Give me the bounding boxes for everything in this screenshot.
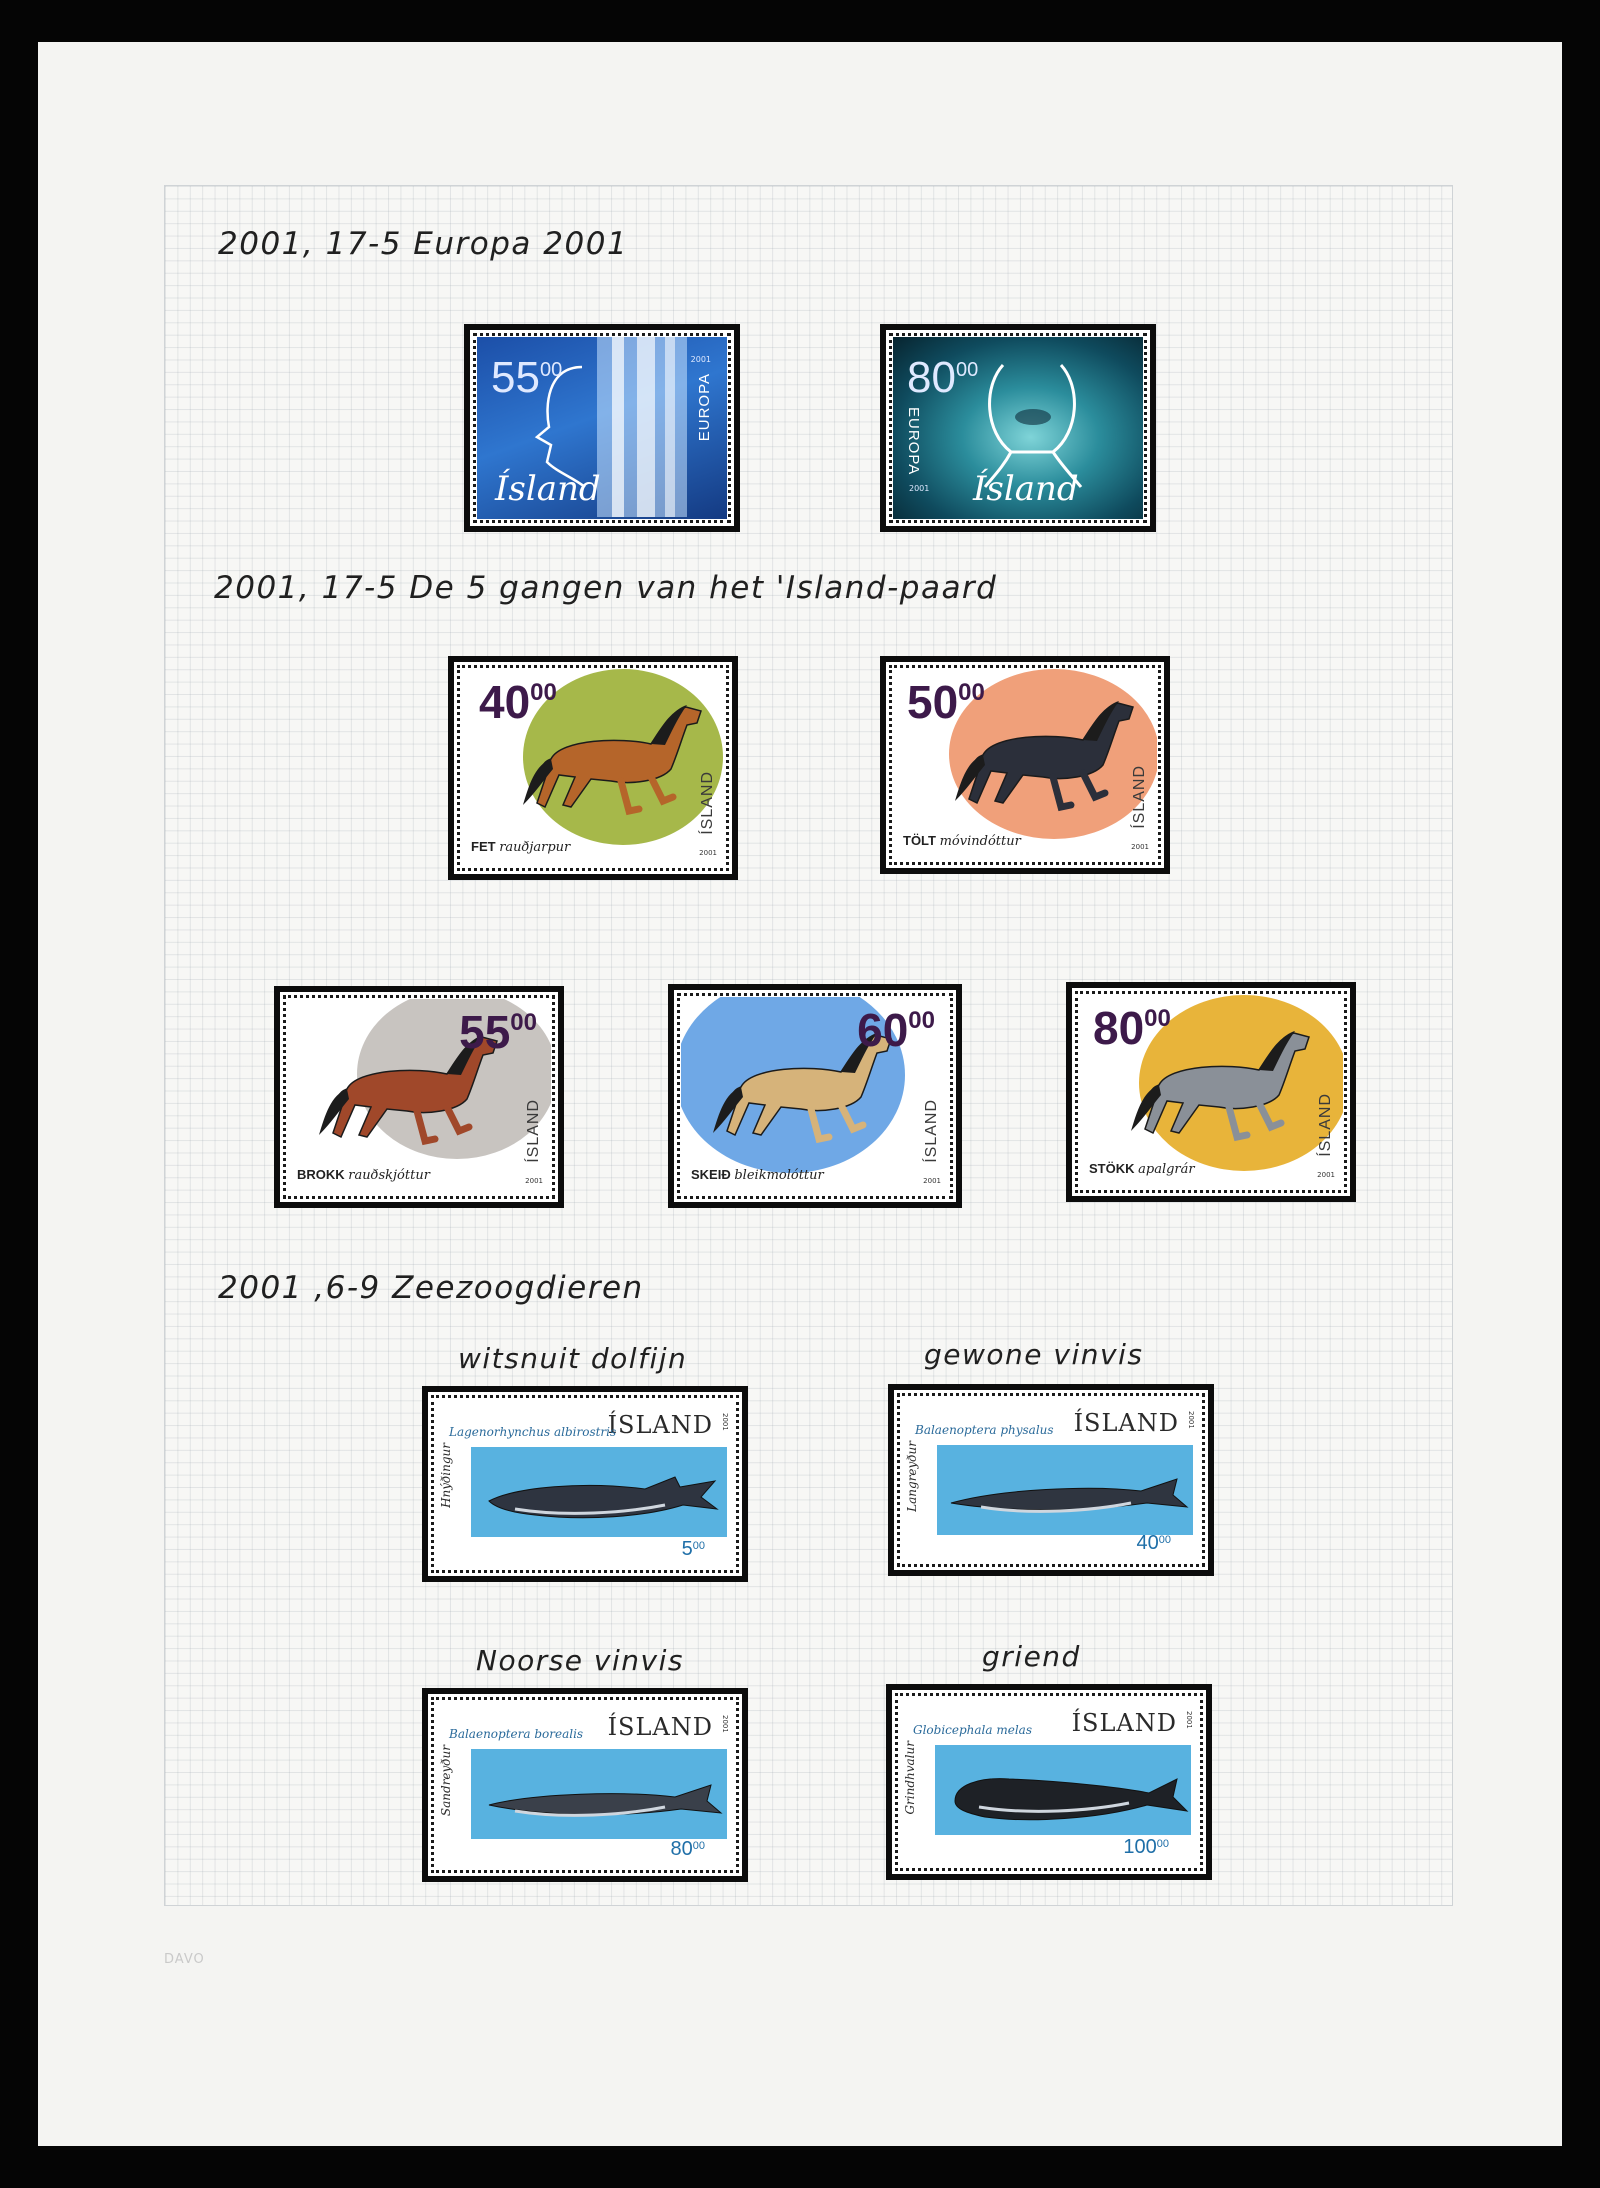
heading-horses: 2001, 17-5 De 5 gangen van het 'Island-paard (214, 570, 998, 606)
stamp-country: ÍSLAND (607, 1713, 713, 1741)
stamp-horse-50 (880, 656, 1170, 874)
stamp-country: Ísland (495, 469, 601, 509)
caption-fin-whale: gewone vinvis (924, 1338, 1144, 1371)
stamp-year: 2001 (1187, 1411, 1195, 1429)
caption-pilot-whale: griend (982, 1640, 1081, 1673)
stamp-value: $50^{00}$ (907, 676, 985, 728)
stamp-year: 2001 (525, 1177, 543, 1185)
stamp-value: $5^{00}$ (681, 1538, 705, 1560)
caption-sei-whale: Noorse vinvis (476, 1644, 684, 1677)
stamp-caption: FET rauðjarpur (471, 839, 571, 855)
stamp-europa-55 (464, 324, 740, 532)
stamp-country: Ísland (973, 469, 1079, 509)
species-local: Hnýðingur (439, 1443, 453, 1508)
stamp-value: $80^{00}$ (670, 1838, 705, 1860)
stamp-country: ÍSLAND (923, 1099, 940, 1163)
stamp-year: 2001 (1131, 843, 1149, 851)
stamp-country: ÍSLAND (1131, 765, 1148, 829)
stamp-horse-55 (274, 986, 564, 1208)
stamp-value: $55^{00}$ (491, 353, 563, 402)
species-latin: Balaenoptera borealis (449, 1727, 584, 1741)
stamp-value: $40^{00}$ (1136, 1532, 1171, 1554)
heading-mammals: 2001 ,6-9 Zeezoogdieren (218, 1270, 644, 1306)
stamp-caption: TÖLT móvindóttur (903, 833, 1021, 849)
stamp-year: 2001 (699, 849, 717, 857)
stamp-whale-80 (422, 1688, 748, 1882)
dolphin-icon (475, 1451, 735, 1551)
stamp-caption: BROKK rauðskjóttur (297, 1167, 430, 1183)
stamp-year: 2001 (690, 355, 711, 364)
stamp-value: $60^{00}$ (857, 1004, 935, 1056)
stamp-year: 2001 (1185, 1711, 1193, 1729)
stamp-value: $80^{00}$ (1093, 1002, 1171, 1054)
stamp-year: 2001 (721, 1715, 729, 1733)
stamp-year: 2001 (909, 484, 930, 493)
brand-mark: DAVO (164, 1952, 205, 1967)
species-local: Langreyður (905, 1441, 919, 1512)
stamp-year: 2001 (721, 1413, 729, 1431)
stamp-country: ÍSLAND (607, 1411, 713, 1439)
stamp-horse-60 (668, 984, 962, 1208)
stamp-value: $80^{00}$ (907, 353, 979, 402)
stamp-year: 2001 (1317, 1171, 1335, 1179)
species-latin: Globicephala melas (913, 1723, 1032, 1737)
stamp-country: ÍSLAND (699, 771, 716, 835)
species-local: Sandreyður (439, 1745, 453, 1817)
pilot-whale-icon (939, 1749, 1199, 1849)
species-latin: Balaenoptera physalus (915, 1423, 1054, 1437)
stamp-value: $40^{00}$ (479, 676, 557, 728)
stamp-value: $55^{00}$ (459, 1006, 537, 1058)
stamp-horse-40 (448, 656, 738, 880)
caption-dolphin: witsnuit dolfijn (458, 1342, 688, 1375)
heading-europa: 2001, 17-5 Europa 2001 (218, 226, 629, 262)
stamp-europa-label: EUROPA (905, 407, 922, 476)
stamp-europa-label: EUROPA (696, 373, 713, 442)
stamp-whale-40 (888, 1384, 1214, 1576)
stamp-country: ÍSLAND (1317, 1093, 1334, 1157)
stamp-country: ÍSLAND (525, 1099, 542, 1163)
album-page (38, 42, 1562, 2146)
stamp-caption: SKEIÐ bleikmolóttur (691, 1167, 824, 1183)
stamp-europa-80 (880, 324, 1156, 532)
stamp-whale-5 (422, 1386, 748, 1582)
species-latin: Lagenorhynchus albirostris (449, 1425, 617, 1439)
stamp-value: $100^{00}$ (1123, 1836, 1169, 1858)
stamp-year: 2001 (923, 1177, 941, 1185)
species-local: Grindhvalur (903, 1741, 917, 1815)
stamp-caption: STÖKK apalgrár (1089, 1161, 1195, 1177)
stamp-country: ÍSLAND (1073, 1409, 1179, 1437)
stamp-country: ÍSLAND (1071, 1709, 1177, 1737)
stamp-whale-100 (886, 1684, 1212, 1880)
stamp-horse-80 (1066, 982, 1356, 1202)
